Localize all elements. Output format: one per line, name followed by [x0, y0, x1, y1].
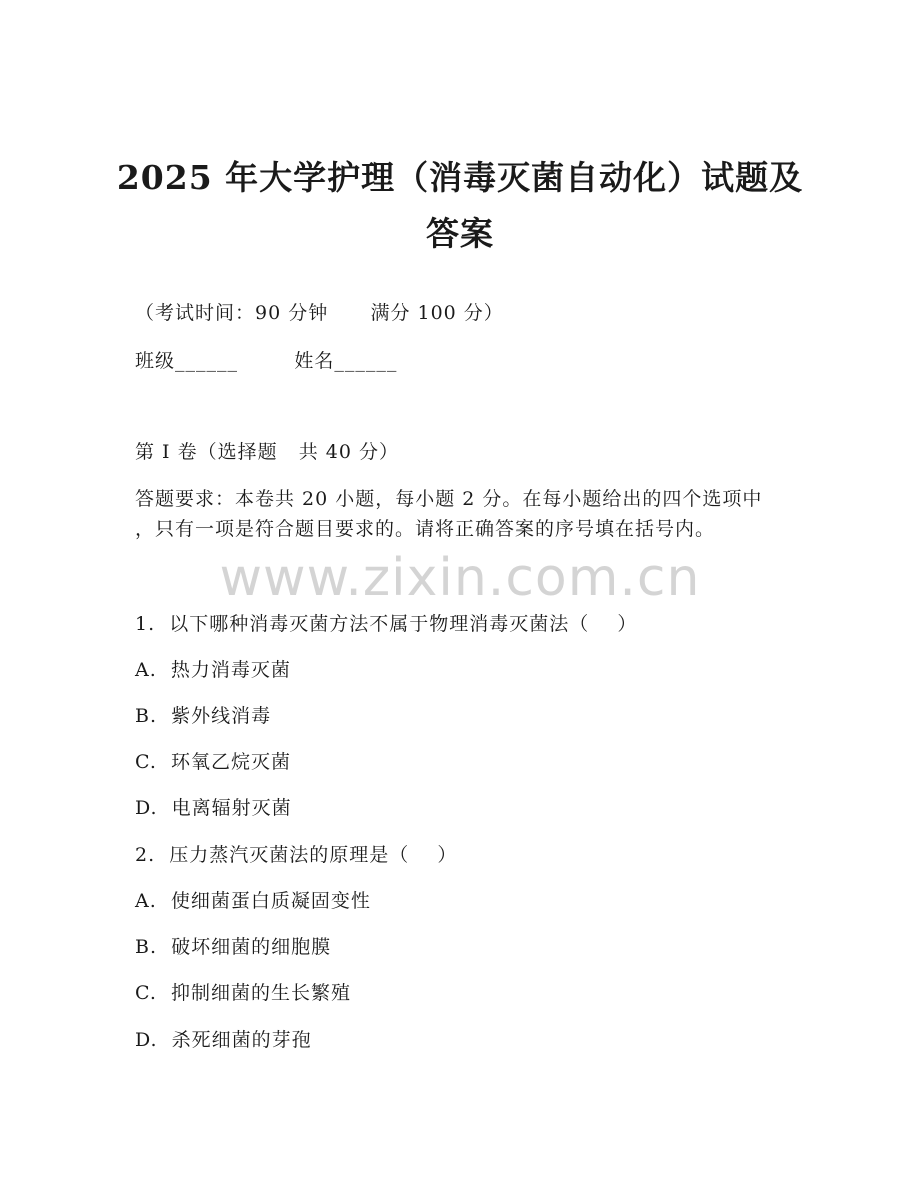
instructions-line-2: ，只有一项是符合题目要求的。请将正确答案的序号填在括号内。 — [135, 518, 716, 540]
question-1-option-a: A. 热力消毒灭菌 — [135, 659, 291, 681]
question-1-stem: 1. 以下哪种消毒灭菌方法不属于物理消毒灭菌法（ ） — [135, 613, 638, 635]
title-line-1: 2025 年大学护理（消毒灭菌自动化）试题及 — [116, 158, 804, 197]
question-1-option-c: C. 环氧乙烷灭菌 — [135, 751, 291, 773]
question-1-option-b: B. 紫外线消毒 — [135, 705, 272, 727]
question-2-option-d: D. 杀死细菌的芽孢 — [135, 1029, 312, 1051]
class-name-line: 班级______ 姓名______ — [135, 350, 398, 372]
instructions-line-1: 答题要求：本卷共 20 小题，每小题 2 分。在每小题给出的四个选项中 — [135, 488, 763, 510]
question-2-stem: 2. 压力蒸汽灭菌法的原理是（ ） — [135, 844, 458, 866]
question-1-option-d: D. 电离辐射灭菌 — [135, 797, 292, 819]
watermark: www.zixin.com.cn — [219, 548, 701, 608]
question-2-option-a: A. 使细菌蛋白质凝固变性 — [135, 890, 371, 912]
question-2-option-c: C. 抑制细菌的生长繁殖 — [135, 982, 351, 1004]
section-heading: 第 I 卷（选择题 共 40 分） — [135, 441, 399, 463]
question-2-option-b: B. 破坏细菌的细胞膜 — [135, 936, 332, 958]
document-title — [100, 150, 820, 262]
title-line-2: 答案 — [426, 214, 494, 253]
exam-info: （考试时间：90 分钟 满分 100 分） — [135, 302, 504, 324]
